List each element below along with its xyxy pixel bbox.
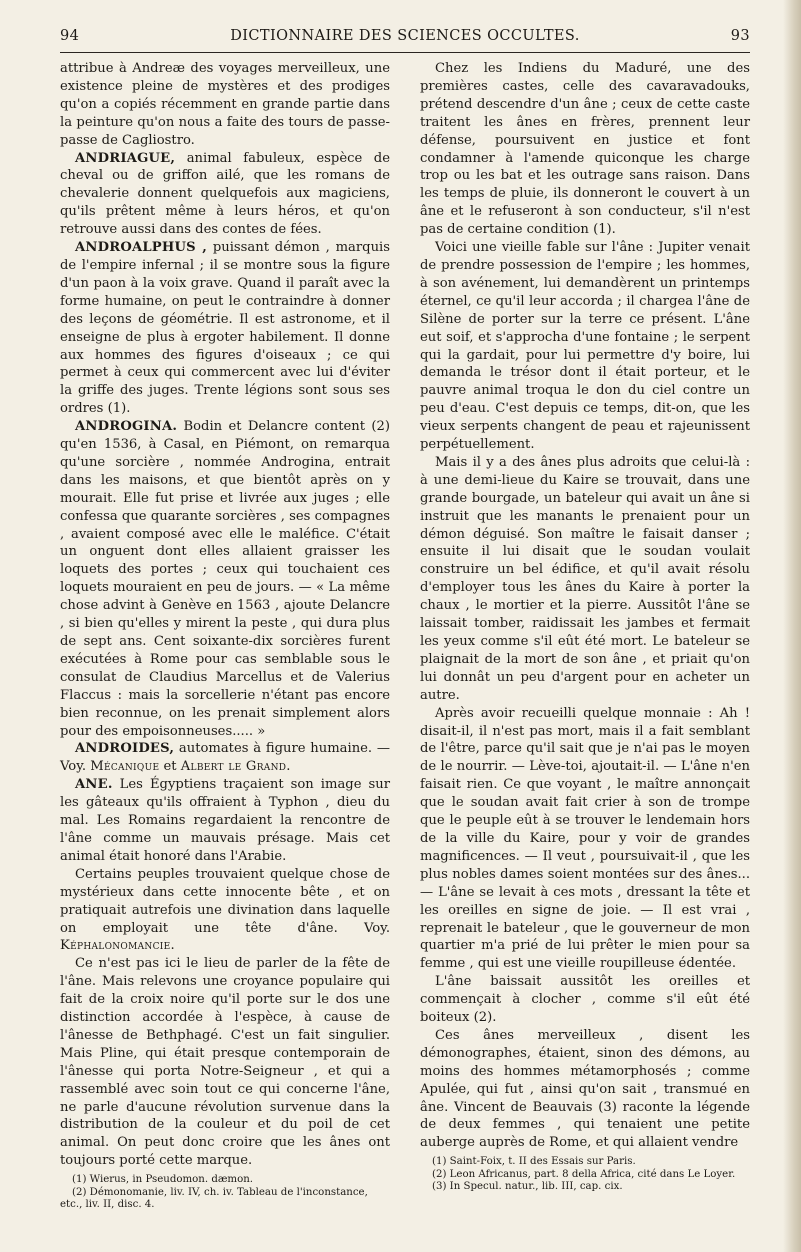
paragraph-andreae: attribue à Andreæ des voyages merveilleux, une existence pleine de mystères et des prodiges qu'on a copiés récemment en grande partie dans la peinture qu'on nous a faite des tours de passe-passe de Cagliostro. bbox=[60, 61, 390, 148]
entry-text: Bodin et Delancre content (2) qu'en 1536, à Casal, en Piémont, on remarqua qu'une sorcière , nommée Androgina, entrait dans les maisons, et que bientôt après on y mourait. Elle fut prise et livrée aux juges ; elle confessa que quarante sorcières , ses compagnes , avaient composé avec elle le maléfice. C'était un onguent dont elles allaient graisser les loquets des portes ; ceux qui touchaient ces loquets mouraient en peu de jours. — « La même chose advint à Genève en 1563 , ajoute Delancre , si bien qu'elles y mirent la peste , qui dura plus de sept ans. Cent soixante-dix sorcières furent exécutées à Rome pour cas semblable sous le consulat de Claudius Marcellus et de Valerius Flaccus : mais la sorcellerie n'étant pas encore bien reconnue, on les prenait simplement alors pour des empoisonneuses..... » bbox=[60, 419, 390, 739]
entry-term: ANE. bbox=[75, 777, 113, 793]
entry-text: puissant démon , marquis de l'empire infernal ; il se montre sous la figure d'un paon à la voix grave. Quand il paraît avec la forme humaine, on peut le contraindre à donner des leçons de géométrie. Il est astronome, et il enseigne de plus à ergoter habilement. Il donne aux hommes des figures d'oiseaux ; ce qui permet à ceux qui commercent avec lui d'éviter la griffe des juges. Trente légions sont sous ses ordres (1). bbox=[60, 240, 390, 417]
footnote: (2) Leon Africanus, part. 8 della Africa, cité dans Le Loyer. bbox=[432, 1168, 736, 1180]
entry-androides bbox=[60, 740, 390, 776]
right-page-number: 93 bbox=[730, 28, 750, 44]
running-title: DICTIONNAIRE DES SCIENCES OCCULTES. bbox=[230, 28, 580, 44]
running-header bbox=[60, 28, 750, 53]
footnote: (2) Démonomanie, liv. IV, ch. iv. Tableau de l'inconstance, etc., liv. II, disc. 4. bbox=[60, 1186, 368, 1210]
paragraph-demonographes: Ces ânes merveilleux , disent les démonographes, étaient, sinon des démons, au moins des hommes métamorphosés ; comme Apulée, qui fut , ainsi qu'on sait , transmué en âne. Vincent de Beauvais (3) raconte la légende de deux femmes , qui tenaient une petite auberge auprès de Rome, et qui allaient vendre bbox=[420, 1027, 750, 1151]
entry-ane bbox=[60, 776, 390, 866]
paragraph-fable: Voici une vieille fable sur l'âne : Jupiter venait de prendre possession de l'empire ; les hommes, à son avénement, lui demandèrent un printemps éternel, ce qu'il leur accorda ; il chargea l'âne de Silène de porter sur la terre ce présent. L'âne eut soif, et s'approcha d'une fontaine ; le serpent qui la gardait, pour lui permettre d'y boire, lui demanda le trésor dont il était porteur, et le pauvre animal troqua le don du ciel contre un peu d'eau. C'est depuis ce temps, dit-on, que les vieux serpents changent de peau et rajeunissent perpétuellement. bbox=[420, 240, 750, 453]
paragraph-text: Certains peuples trouvaient quelque chose de mystérieux dans cette innocente bête , et on pratiquait autrefois une divination dans laquelle on employait une tête d'âne. Voy. bbox=[60, 866, 390, 936]
cross-reference: Mécanique bbox=[90, 759, 160, 775]
entry-text: automates à figure humaine. —Voy. bbox=[60, 741, 390, 775]
paragraph-maduré: Chez les Indiens du Maduré, une des premières castes, celle des cavaravadouks, prétend descendre d'un âne ; ceux de cette caste traitent les ânes en frères, prennent leur défense, poursuivent en justice et font condamner à l'amende quiconque les charge trop ou les bat et les outrage sans raison. Dans les temps de pluie, ils donneront le couvert à un âne et le refuseront à son conducteur, s'il n'est pas de certaine condition (1). bbox=[420, 61, 750, 238]
page-edge-shadow bbox=[783, 0, 801, 1252]
left-column bbox=[60, 60, 390, 1211]
entry-text: animal fabuleux, espèce de cheval ou de griffon ailé, que les romans de chevalerie donnent quelquefois aux magiciens, qu'ils prêtent même à leurs héros, et qu'on retrouve aussi dans des contes de fées. bbox=[60, 150, 390, 238]
paragraph-fete: Ce n'est pas ici le lieu de parler de la fête de l'âne. Mais relevons une croyance populaire qui fait de la croix noire qu'il porte sur le dos une distinction accordée à l'espèce, à cause de l'ânesse de Bethphagé. C'est un fait singulier. Mais Pline, qui était presque contemporain de l'ânesse qui porta Notre-Seigneur , et qui a rassemblé avec soin tout ce qui concerne l'âne, ne parle d'aucune révolution survenue dans la distribution de la couleur et du poil de cet animal. On peut donc croire que les ânes ont toujours porté cette marque. bbox=[60, 956, 390, 1169]
footnote: (1) Saint-Foix, t. II des Essais sur Paris. bbox=[432, 1156, 636, 1168]
footnote: (3) In Specul. natur., lib. III, cap. cix. bbox=[432, 1181, 623, 1193]
entry-androalphus bbox=[60, 239, 390, 418]
paragraph-kaire: Mais il y a des ânes plus adroits que celui-là : à une demi-lieue du Kaire se trouvait, dans une grande bourgade, un bateleur qui avait un âne si instruit que les manants le prenaient pour un démon déguisé. Son maître le faisait danser ; ensuite il lui disait que le soudan voulait construire un bel édifice, et qu'il avait résolu d'employer tous les ânes du Kaire à porter la chaux , le mortier et la pierre. Aussitôt l'âne se laissait tomber, raidissait les jambes et fermait les yeux comme s'il eût été mort. Le bateleur se plaignait de la mort de son âne , et priait qu'on lui donnât un peu d'argent pour en acheter un autre. bbox=[420, 454, 750, 703]
entry-text: et bbox=[163, 759, 177, 775]
entry-term: ANDROGINA. bbox=[75, 419, 178, 435]
footnote: (1) Wierus, in Pseudomon. dæmon. bbox=[72, 1174, 254, 1186]
paragraph-oreilles: L'âne baissait aussitôt les oreilles et commençait à clocher , comme s'il eût été boiteux (2). bbox=[420, 974, 750, 1026]
entry-term: ANDRIAGUE, bbox=[75, 150, 176, 166]
paragraph-certains bbox=[60, 866, 390, 956]
entry-term: ANDROALPHUS , bbox=[75, 240, 208, 256]
cross-reference: Képhalonomancie. bbox=[60, 938, 175, 954]
entry-andriague bbox=[60, 150, 390, 240]
entry-term: ANDROIDES, bbox=[75, 741, 175, 757]
footnotes bbox=[60, 1174, 390, 1211]
footnotes bbox=[420, 1156, 750, 1193]
entry-androgina bbox=[60, 418, 390, 740]
cross-reference: Albert le Grand. bbox=[180, 759, 291, 775]
entry-text: Les Égyptiens traçaient son image sur les gâteaux qu'ils offraient à Typhon , dieu du mal. Les Romains regardaient la rencontre de l'âne comme un mauvais présage. Mais cet animal était honoré dans l'Arabie. bbox=[60, 777, 390, 864]
left-page-number: 94 bbox=[60, 28, 80, 44]
paragraph-monnaie: Après avoir recueilli quelque monnaie : Ah ! disait-il, il n'est pas mort, mais il a fait semblant de l'être, parce qu'il sait que je n'ai pas le moyen de le nourrir. — Lève-toi, ajoutait-il. — L'âne n'en faisait rien. Ce que voyant , le maître annonçait que le soudan avait fait crier à son de trompe que le peuple eût à se trouver le lendemain hors de la ville du Kaire, pour y voir de grandes magnificences. — Il veut , poursuivait-il , que les plus nobles dames soient montées sur des ânes... — L'âne se levait à ces mots , dressant la tête et les oreilles en signe de joie. — Il est vrai , reprenait le bateleur , que le gouverneur de mon quartier m'a prié de lui prêter le mien pour sa femme , qui est une vieille roupilleuse édentée. bbox=[420, 705, 750, 972]
right-column bbox=[420, 60, 750, 1194]
